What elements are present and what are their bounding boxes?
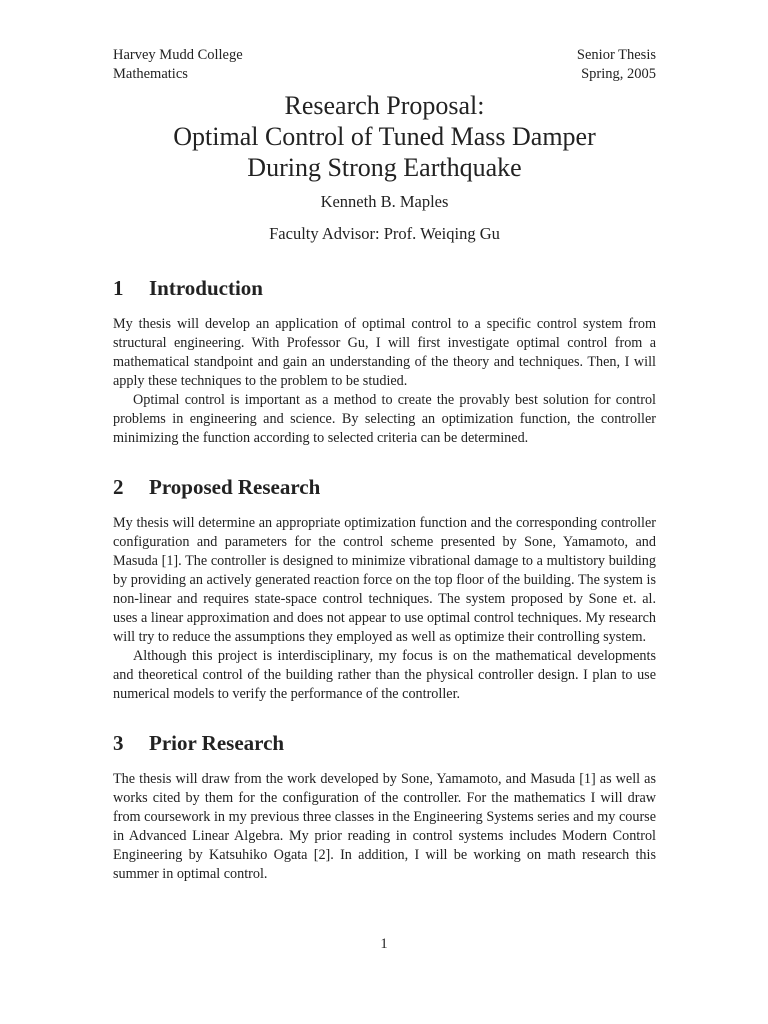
header-term: Spring, 2005 [581, 66, 656, 82]
header-right [577, 46, 656, 84]
header-doc-type: Senior Thesis [576, 47, 656, 63]
paper-page [113, 46, 656, 884]
running-header [113, 46, 656, 84]
section-body [113, 514, 656, 704]
title-line-2: Optimal Control of Tuned Mass Damper [173, 122, 596, 151]
section-title: Proposed Research [149, 475, 321, 499]
section-title: Prior Research [149, 731, 285, 755]
section-prior-research [113, 730, 656, 884]
paragraph: My thesis will develop an application of optimal control to a specific control system from structural engineering. With Professor Gu, I will first investigate optimal control from a mathematical standpoint and gain an understanding of the theory and techniques. Then, I will apply these techniques to the problem to be studied. [113, 316, 656, 389]
paragraph: The thesis will draw from the work developed by Sone, Yamamoto, and Masuda [1] as well as works cited by them for the configuration of the controller. For the mathematics I will draw from coursework in my previous three classes in the Engineering Systems series and my course in Advanced Linear Algebra. My prior reading in control systems includes Modern Control Engineering by Katsuhiko Ogata [2]. In addition, I will be working on math research this summer in optimal control. [113, 771, 656, 882]
section-number: 1 [113, 276, 124, 300]
paragraph: Although this project is interdisciplinary, my focus is on the mathematical developments and theoretical control of the building rather than the physical controller design. I plan to use numerical models to verify the performance of the controller. [113, 648, 656, 702]
section-body [113, 315, 656, 448]
section-body [113, 770, 656, 884]
page-number: 1 [380, 936, 388, 952]
section-number: 3 [113, 731, 124, 755]
section-heading [113, 275, 656, 301]
section-proposed-research [113, 474, 656, 704]
header-left [113, 46, 243, 84]
section-heading [113, 474, 656, 500]
paragraph: Optimal control is important as a method to create the provably best solution for control problems in engineering and science. By selecting an optimization function, the controller minimizing the function according to selected criteria can be determined. [113, 392, 656, 446]
section-number: 2 [113, 475, 124, 499]
header-department: Mathematics [113, 66, 188, 82]
section-heading [113, 730, 656, 756]
section-title: Introduction [149, 276, 263, 300]
title-line-1: Research Proposal: [284, 91, 485, 120]
header-institution: Harvey Mudd College [113, 47, 243, 63]
faculty-advisor: Faculty Advisor: Prof. Weiqing Gu [269, 224, 500, 243]
section-introduction [113, 275, 656, 448]
author-name: Kenneth B. Maples [320, 192, 449, 211]
title-block [113, 90, 656, 183]
title-line-3: During Strong Earthquake [247, 153, 522, 182]
paragraph: My thesis will determine an appropriate optimization function and the corresponding controller configuration and parameters for the control scheme presented by Sone, Yamamoto, and Masuda [1]. The controller is designed to minimize vibrational damage to a multistory building by providing an actively generated reaction force on the top floor of the building. The system is non-linear and requires state-space control techniques. The system proposed by Sone et. al. uses a linear approximation and does not appear to use optimal control techniques. My research will try to reduce the assumptions they employed as well as optimize their controlling system. [113, 515, 656, 645]
